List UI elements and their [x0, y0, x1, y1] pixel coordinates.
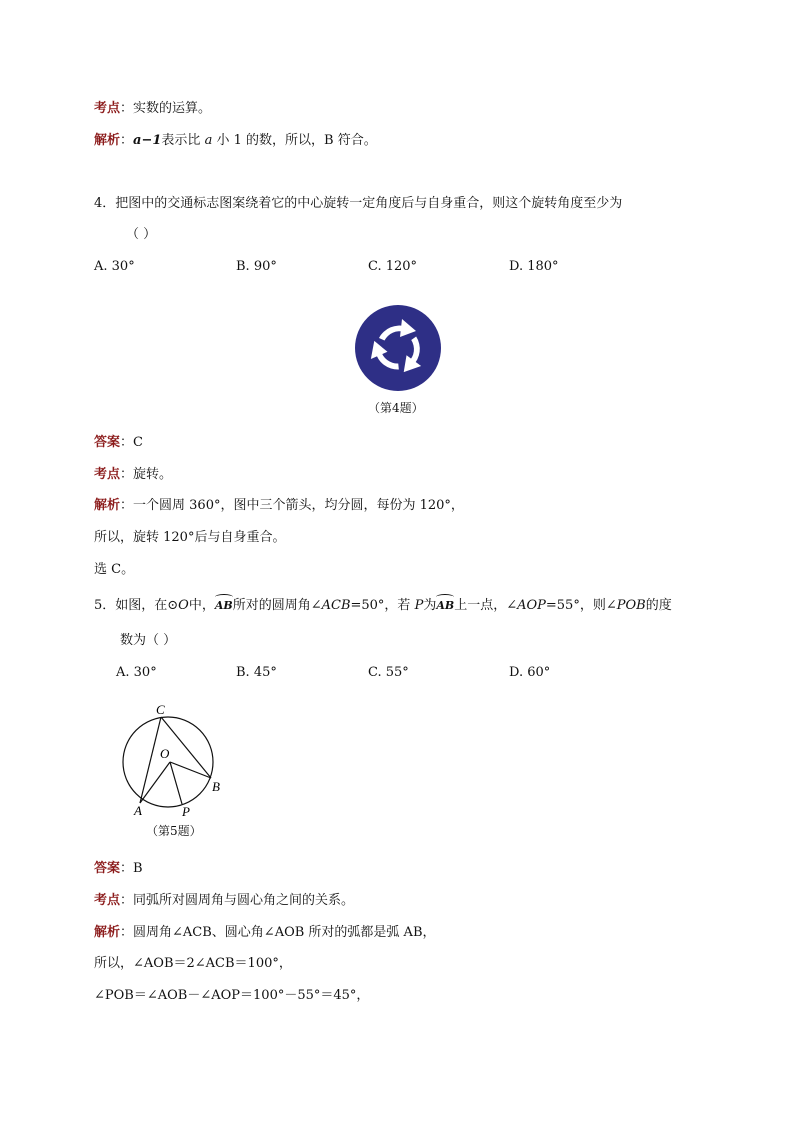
q5-analysis-line-3: ∠POB＝∠AOB－∠AOP＝100°－55°＝45°， [94, 988, 370, 1003]
q5-option-b: B. 45° [236, 665, 277, 680]
analysis-text-1: 表示比 [161, 133, 201, 148]
analysis-label: 解析 [94, 133, 121, 148]
stem-part: =50°，若 [350, 598, 415, 613]
q5-option-d: D. 60° [509, 665, 551, 680]
stem-var-aop: AOP [517, 598, 546, 613]
circle-geometry-figure [110, 700, 240, 822]
q4-analysis-line-2: 所以，旋转 120°后与自身重合。 [94, 530, 286, 545]
stem-part: 5．如图，在⊙ [94, 598, 179, 613]
analysis-colon: ： [120, 133, 134, 148]
q5-option-a: A. 30° [116, 665, 157, 680]
stem-part: 为 [423, 598, 437, 613]
answer-text: ：B [120, 861, 143, 876]
stem-var-acb: ACB [321, 598, 351, 613]
stem-part: =55°，则∠ [545, 598, 617, 613]
point-text: ：旋转。 [120, 467, 173, 482]
label-b: B [212, 779, 220, 794]
stem-var-pob: POB [616, 598, 646, 613]
analysis-text-2: 小 1 的数，所以，B 符合。 [216, 133, 377, 148]
q4-option-b: B. 90° [236, 259, 277, 274]
answer-label: 答案 [94, 435, 121, 450]
q3-analysis-line [94, 132, 377, 150]
point-label: 考点 [94, 467, 121, 482]
q5-analysis-line [94, 924, 436, 942]
q4-stem: 4．把图中的交通标志图案绕着它的中心旋转一定角度后与自身重合，则这个旋转角度至少为 [94, 196, 623, 211]
q4-option-a: A. 30° [94, 259, 135, 274]
point-label: 考点 [94, 101, 121, 116]
analysis-text: ：一个圆周 360°，图中三个箭头，均分圆，每份为 120°， [120, 498, 464, 513]
circle-o [123, 717, 213, 807]
q4-paren: （ ） [126, 227, 157, 242]
analysis-variable: a [204, 133, 213, 148]
q5-point-line [94, 892, 354, 910]
q4-point-line [94, 466, 172, 484]
stem-part: 的度 [645, 598, 672, 613]
segment-op [170, 762, 182, 804]
q5-answer-line [94, 860, 143, 878]
q4-figure-caption: （第4题） [368, 401, 424, 415]
stem-part: 所对的圆周角∠ [232, 598, 322, 613]
q5-figure-caption: （第5题） [146, 824, 202, 838]
label-p: P [182, 804, 190, 819]
q4-analysis-line-3: 选 C。 [94, 562, 135, 577]
arc-ab: AB [436, 597, 454, 615]
q5-analysis-line-2: 所以，∠AOB＝2∠ACB＝100°， [94, 956, 292, 971]
q5-stem-line-2: 数为（ ） [120, 633, 177, 648]
label-o: O [160, 746, 170, 761]
stem-part: 上一点，∠ [454, 598, 518, 613]
stem-part: 中， [188, 598, 215, 613]
stem-var-p: P [414, 598, 424, 613]
answer-text: ：C [120, 435, 143, 450]
point-text: ：同弧所对圆周角与圆心角之间的关系。 [120, 893, 355, 908]
point-text: ：实数的运算。 [120, 101, 212, 116]
analysis-text: ：圆周角∠ACB、圆心角∠AOB 所对的弧都是弧 AB， [120, 925, 436, 940]
roundabout-sign-icon [354, 304, 442, 392]
q4-option-c: C. 120° [368, 259, 418, 274]
q4-answer-line [94, 434, 143, 452]
analysis-expression: a−1 [133, 133, 162, 148]
analysis-label: 解析 [94, 925, 121, 940]
q5-option-c: C. 55° [368, 665, 409, 680]
analysis-label: 解析 [94, 498, 121, 513]
label-a: A [134, 803, 142, 818]
segment-ca [140, 717, 161, 803]
stem-var-o: O [178, 598, 189, 613]
q4-analysis-line [94, 497, 464, 515]
q4-option-d: D. 180° [509, 259, 559, 274]
q5-stem [94, 597, 672, 615]
label-c: C [156, 702, 165, 717]
arc-ab: AB [215, 597, 233, 615]
point-label: 考点 [94, 893, 121, 908]
answer-label: 答案 [94, 861, 121, 876]
q3-point-line [94, 100, 211, 118]
